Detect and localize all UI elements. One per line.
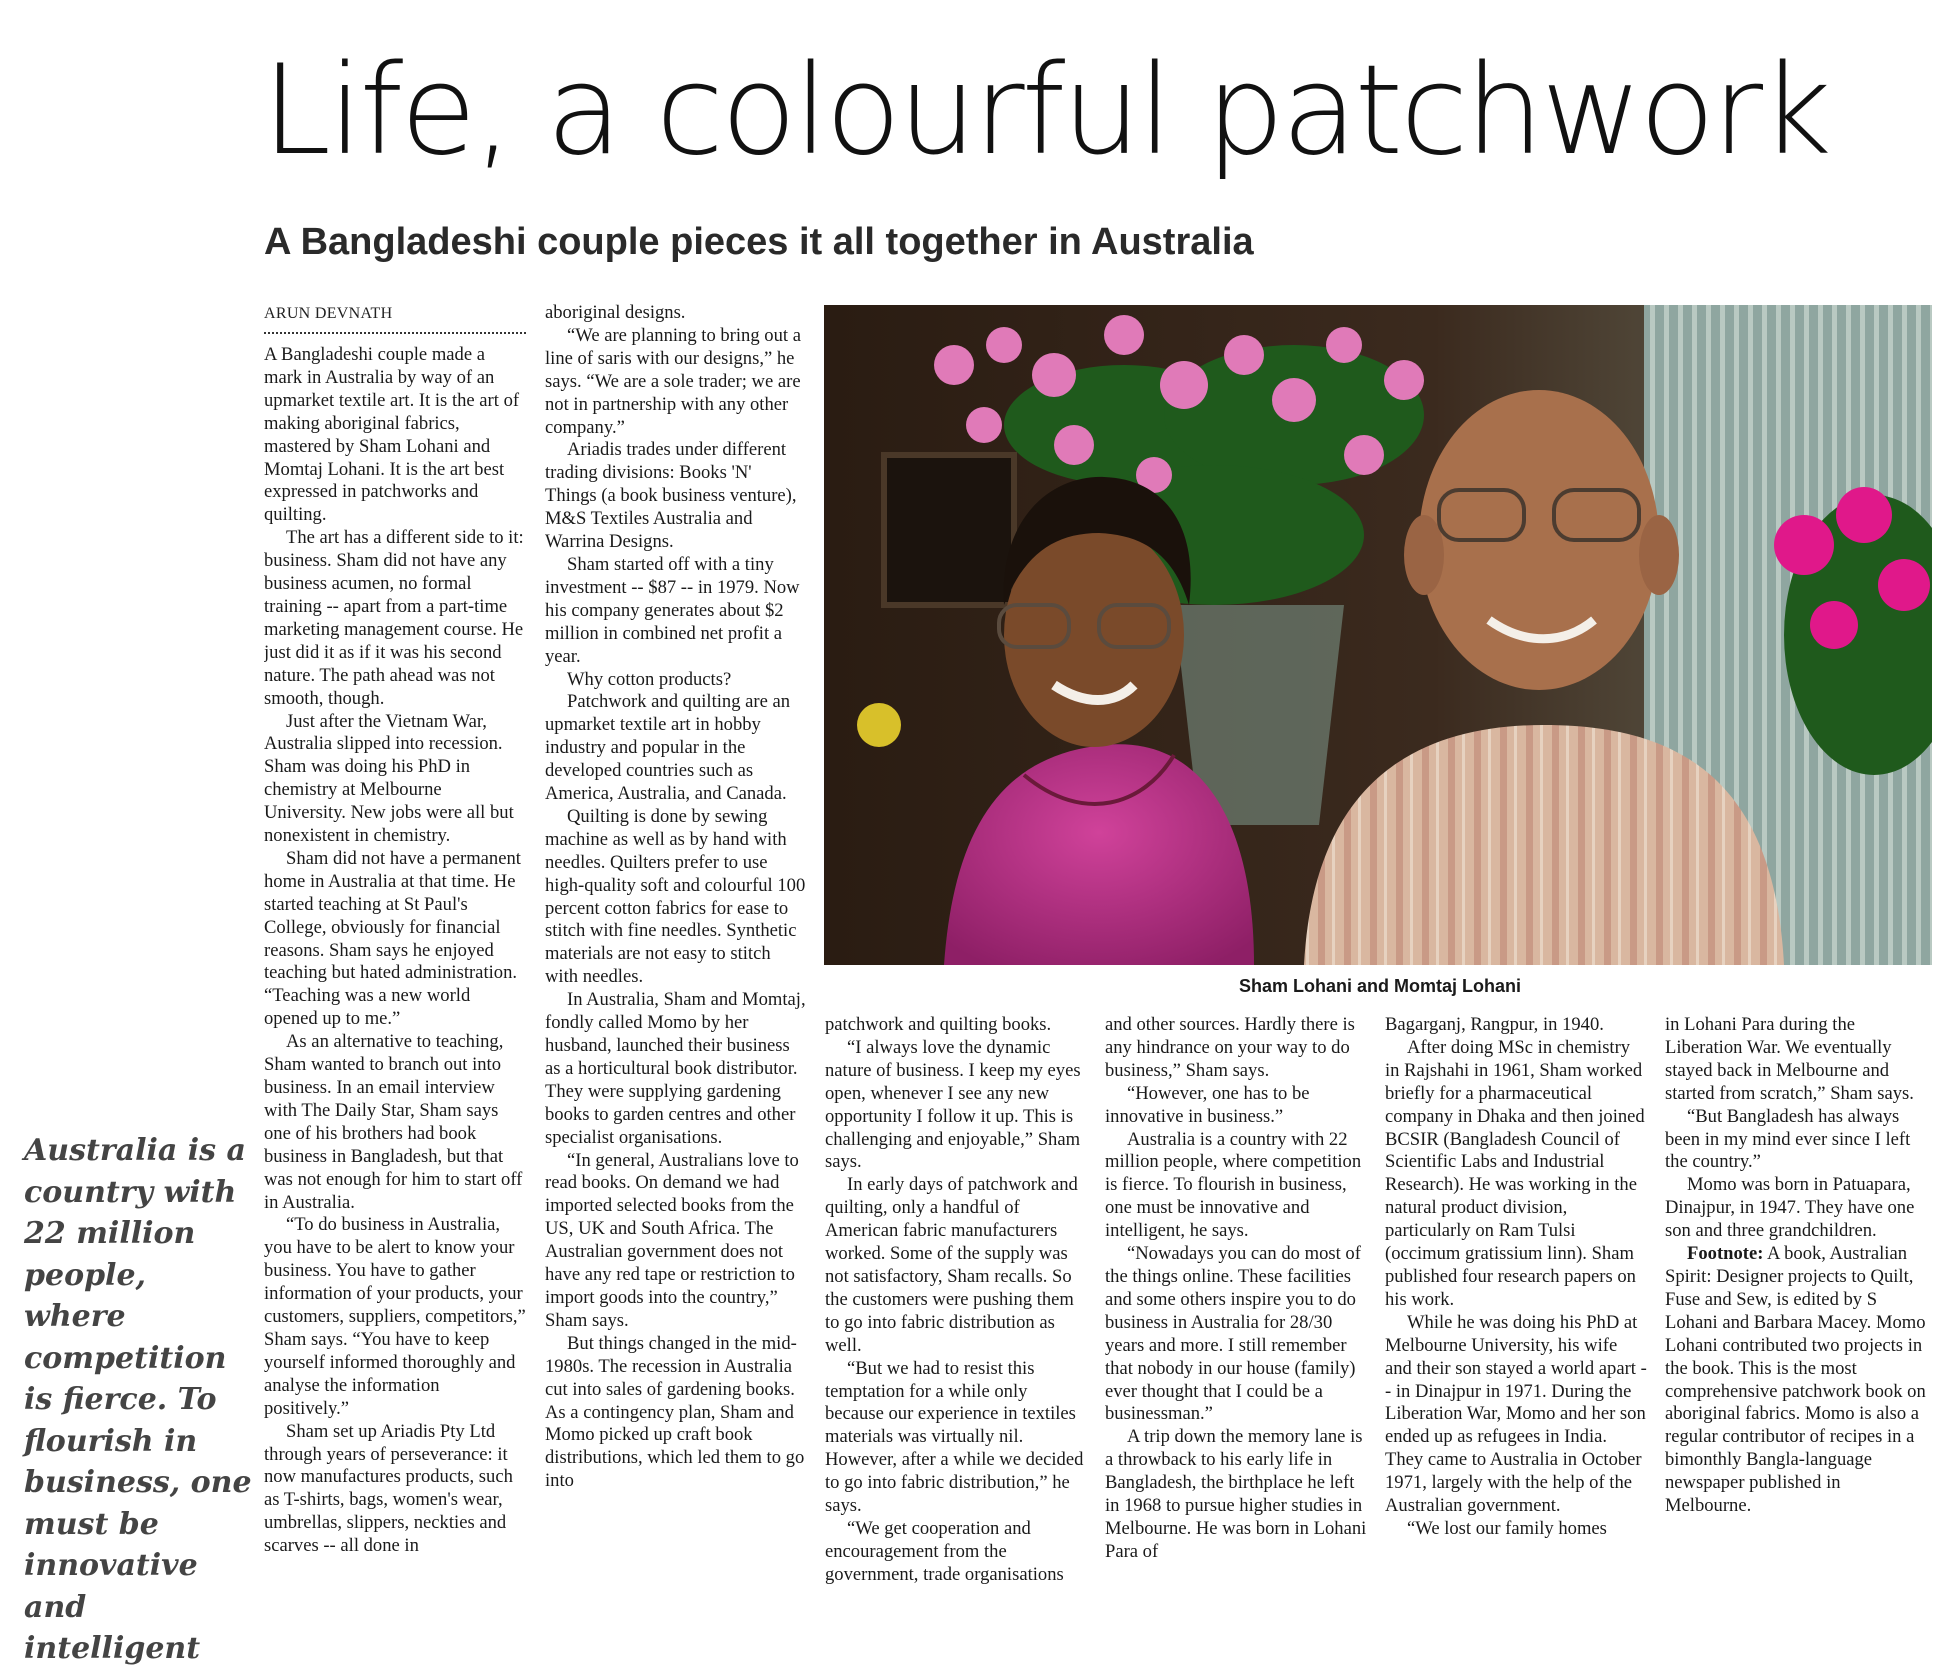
pull-quote: Australia is a country with 22 million people, where competition is fierce. To flourish in business, one must be innovative and intelligent xyxy=(24,1133,252,1666)
paragraph: “However, one has to be innovative in business.” xyxy=(1105,1082,1310,1127)
paragraph: In early days of patchwork and quilting, only a handful of American fabric manufacturers worked. Some of the supply was not satisfactory, Sham recalls. So the customers were pushing them to go into fabric distribution as well. xyxy=(825,1174,1078,1356)
headline: Life, a colourful patchwork xyxy=(262,39,1829,183)
article-column-4 xyxy=(1105,1014,1367,1596)
article-column-1 xyxy=(264,302,526,1596)
couple-photo xyxy=(824,305,1932,965)
paragraph: Sham did not have a permanent home in Australia at that time. He started teaching at St Paul's College, obviously for financial reasons. Sham says he enjoyed teaching but hated administration. “Teaching was a new world opened up to me.” xyxy=(264,847,521,1030)
paragraph: patchwork and quilting books. xyxy=(825,1014,1052,1035)
paragraph: Just after the Vietnam War, Australia slipped into recession. Sham was doing his PhD in chemistry at Melbourne University. New jobs were all but nonexistent in chemistry. xyxy=(264,710,514,847)
couple-photo-illustration xyxy=(824,305,1932,965)
paragraph: “We are planning to bring out a line of saris with our designs,” he says. “We are a sole trader; we are not in partnership with any other company.” xyxy=(545,324,801,438)
paragraph: But things changed in the mid-1980s. The recession in Australia cut into sales of gardening books. As a contingency plan, Sham and Momo picked up craft book distributions, which led them to go into xyxy=(545,1332,805,1492)
paragraph: “I always love the dynamic nature of business. I keep my eyes open, whenever I see any new opportunity I follow it up. This is challenging and enjoyable,” Sham says. xyxy=(825,1036,1081,1173)
paragraph: aboriginal designs. xyxy=(545,302,686,323)
footnote xyxy=(1665,1243,1927,1518)
paragraph: A trip down the memory lane is a throwback to his early life in Bangladesh, the birthplace he left in 1968 to pursue higher studies in Melbourne. He was born in Lohani Para of xyxy=(1105,1426,1367,1562)
byline-divider xyxy=(264,332,526,334)
paragraph: The art has a different side to it: business. Sham did not have any business acumen, no formal training -- apart from a part-time marketing management course. He just did it as if it was his second nature. The path ahead was not smooth, though. xyxy=(264,527,524,709)
paragraph: “Nowadays you can do most of the things online. These facilities and some others inspire you to do business in Australia for 28/30 years and more. I still remember that nobody in our house (family) ever thought that I could be a businessman.” xyxy=(1105,1243,1361,1425)
paragraph: in Lohani Para during the Liberation War. We eventually stayed back in Melbourne and started from scratch,” Sham says. xyxy=(1665,1014,1914,1104)
paragraph: Ariadis trades under different trading divisions: Books 'N' Things (a book business venture), M&S Textiles Australia and Warrina Designs. xyxy=(545,439,797,553)
byline: ARUN DEVNATH xyxy=(264,305,393,322)
footnote-text: A book, Australian Spirit: Designer projects to Quilt, Fuse and Sew, is edited by S Lohani and Barbara Macey. Momo Lohani contributed two projects in the book. This is the most comprehensive patchwork book on aboriginal fabrics. Momo is also a regular contributor of recipes in a bimonthly Bangla-language newspaper published in Melbourne. xyxy=(1665,1243,1926,1517)
subheadline: A Bangladeshi couple pieces it all together in Australia xyxy=(264,221,1254,263)
paragraph: “We lost our family homes xyxy=(1407,1517,1607,1539)
paragraph: “We get cooperation and encouragement from the government, trade organisations xyxy=(825,1517,1064,1585)
article-column-5 xyxy=(1385,1014,1647,1596)
paragraph: Bagarganj, Rangpur, in 1940. xyxy=(1385,1014,1604,1035)
paragraph: While he was doing his PhD at Melbourne University, his wife and their son stayed a world apart -- in Dinajpur in 1971. During the Liberation War, Momo and her son ended up as refugees in India. They came to Australia in October 1971, largely with the help of the Australian government. xyxy=(1385,1311,1647,1517)
paragraph: Patchwork and quilting are an upmarket textile art in hobby industry and popular in the developed countries such as America, Australia, and Canada. xyxy=(545,691,791,805)
paragraph: A Bangladeshi couple made a mark in Australia by way of an upmarket textile art. It is the art of making aboriginal fabrics, mastered by Sham Lohani and Momtaj Lohani. It is the art best expressed in patchworks and quilting. xyxy=(264,344,520,526)
paragraph: In Australia, Sham and Momtaj, fondly called Momo by her husband, launched their business as a horticultural book distributor. They were supplying gardening books to garden centres and other specialist organisations. xyxy=(545,989,806,1148)
subheading-paragraph: Why cotton products? xyxy=(567,668,732,690)
article-column-3 xyxy=(825,1014,1087,1596)
paragraph: and other sources. Hardly there is any hindrance on your way to do business,” Sham says. xyxy=(1105,1014,1355,1081)
paragraph: “To do business in Australia, you have to be alert to know your business. You have to gather information of your products, your customers, suppliers, competitors,” Sham says. “You have to keep yourself informed thoroughly and analyse the information positively.” xyxy=(264,1214,526,1419)
article-column-6 xyxy=(1665,1014,1927,1596)
paragraph: Momo was born in Patuapara, Dinajpur, in 1947. They have one son and three grandchildren. xyxy=(1665,1174,1915,1242)
paragraph: “But we had to resist this temptation for a while only because our experience in textiles materials was virtually nil. However, after a while we decided to go into fabric distribution,” he says. xyxy=(825,1357,1084,1517)
paragraph: Sham set up Ariadis Pty Ltd through years of perseverance: it now manufactures products, such as T-shirts, bags, women's wear, umbrellas, slippers, neckties and scarves -- all done in xyxy=(264,1420,513,1557)
paragraph: Sham started off with a tiny investment -- $87 -- in 1979. Now his company generates about $2 million in combined net profit a year. xyxy=(545,553,800,667)
paragraph: After doing MSc in chemistry in Rajshahi in 1961, Sham worked briefly for a pharmaceutical company in Dhaka and then joined BCSIR (Bangladesh Council of Scientific Labs and Industrial Research). He was working in the natural product division, particularly on Ram Tulsi (occimum gratissium linn). Sham published four research papers on his work. xyxy=(1385,1036,1645,1310)
paragraph: As an alternative to teaching, Sham wanted to branch out into business. In an email interview with The Daily Star, Sham says one of his brothers had book business in Bangladesh, but that was not enough for him to start off in Australia. xyxy=(264,1031,523,1213)
paragraph: Quilting is done by sewing machine as well as by hand with needles. Quilters prefer to use high-quality soft and colourful 100 percent cotton fabrics for ease to stitch with fine needles. Synthetic materials are not easy to stitch with needles. xyxy=(545,805,806,988)
footnote-label: Footnote: xyxy=(1687,1243,1764,1265)
paragraph: “But Bangladesh has always been in my mind ever since I left the country.” xyxy=(1665,1105,1911,1173)
photo-caption: Sham Lohani and Momtaj Lohani xyxy=(1238,976,1521,996)
article-column-2 xyxy=(545,302,807,1596)
paragraph: “In general, Australians love to read books. On demand we had imported selected books from the US, UK and South Africa. The Australian government does not have any red tape or restriction to import goods into the country,” Sham says. xyxy=(545,1149,799,1331)
paragraph: Australia is a country with 22 million people, where competition is fierce. To flourish in business, one must be innovative and intelligent, he says. xyxy=(1105,1128,1362,1242)
